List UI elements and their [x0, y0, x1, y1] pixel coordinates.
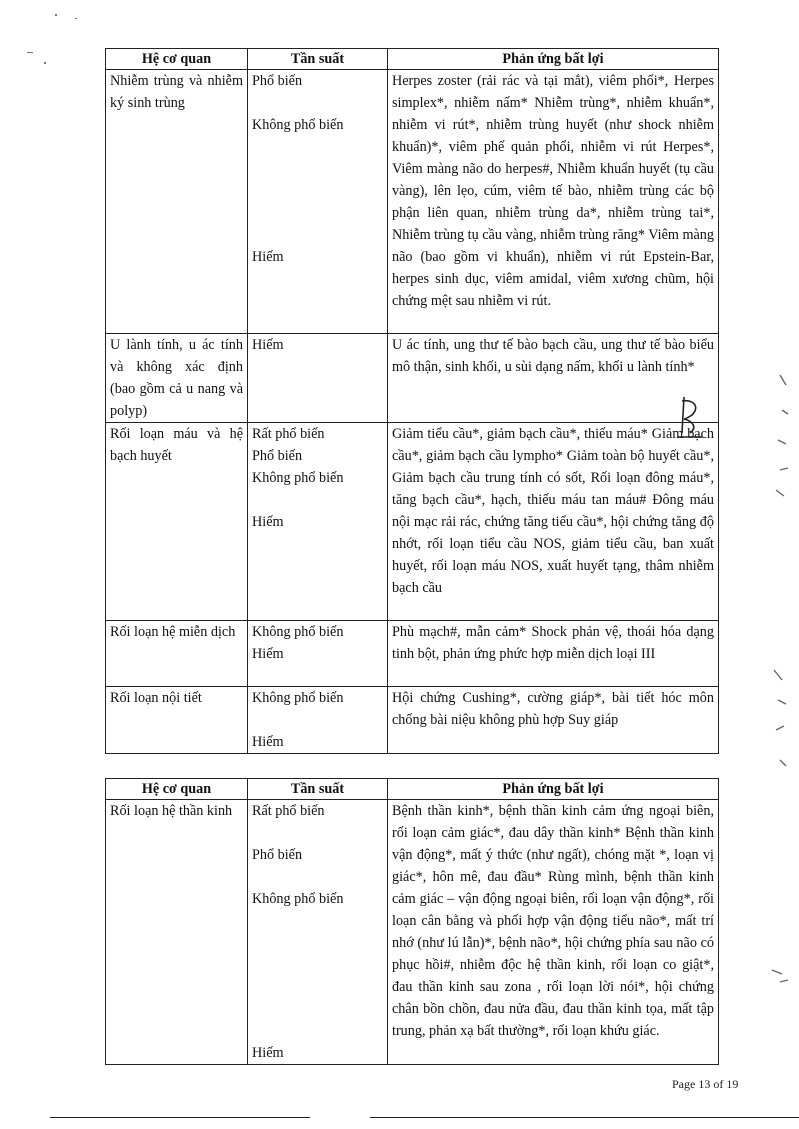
table-header-row: [106, 779, 719, 800]
spacer: [252, 822, 383, 844]
header-organ-system: Hệ cơ quan: [106, 779, 248, 800]
adverse-reactions-table-2: [105, 778, 719, 1065]
frequency-label: Không phổ biến: [252, 624, 344, 640]
header-organ-system: Hệ cơ quan: [106, 49, 248, 70]
spacer: [252, 1020, 383, 1042]
page-number: Page 13 of 19: [672, 1077, 739, 1091]
frequency-label: Hiếm: [252, 1045, 284, 1061]
header-frequency: Tần suất: [248, 779, 388, 800]
table-header-row: [106, 49, 719, 70]
spacer: [252, 136, 383, 158]
header-adverse-reaction: Phản ứng bất lợi: [388, 779, 719, 800]
organ-system-cell: U lành tính, u ác tính và không xác định (bao gồm cả u nang và polyp): [106, 334, 248, 423]
bottom-rule: [370, 1117, 799, 1118]
handwritten-initial-mark: [670, 393, 710, 443]
table-row: [106, 334, 719, 423]
frequency-label: Không phổ biến: [252, 470, 344, 486]
spacer: [252, 998, 383, 1020]
frequency-label: Hiếm: [252, 734, 284, 750]
frequency-label: Hiếm: [252, 337, 284, 353]
adverse-reaction-cell: U ác tính, ung thư tế bào bạch cầu, ung thư tế bào biểu mô thận, sinh khối, u sùi dạng nấm, khối u lành tính*: [388, 334, 719, 423]
frequency-cell: [248, 687, 388, 754]
table-row: [106, 800, 719, 1065]
organ-system-cell: Rối loạn máu và hệ bạch huyết: [106, 423, 248, 621]
organ-system-cell: Rối loạn hệ thần kinh: [106, 800, 248, 1065]
spacer: [252, 158, 383, 180]
spacer: [252, 180, 383, 202]
spacer: [252, 709, 383, 731]
table-row: [106, 687, 719, 754]
frequency-cell: [248, 334, 388, 423]
scan-speck: [44, 62, 46, 64]
adverse-reaction-cell: Bệnh thần kinh*, bệnh thần kinh cảm ứng ngoại biên, rối loạn cảm giác*, đau dây thần kinh* Bệnh thần kinh vận động*, mất ý thức (như ngất), chóng mặt *, loạn vị giác*, hôn mê, đau đầu* Rùng mình, bệnh thần kinh cảm giác – vận động ngoại biên, rối loạn vận động*, rối loạn cân bằng và phối hợp vận động tiểu não*, mất trí nhớ (như lú lẫn)*, bệnh não*, hội chứng phía sau não có phục hồi#, nhiễm độc hệ thần kinh, rối loạn co giật*, đau thần kinh sau zona , rối loạn lời nói*, hội chứng chân bồn chồn, đau nửa đầu, đau thần kinh tọa, mất tập trung, phản xạ bất thường*, rối loạn khứu giác.: [388, 800, 719, 1065]
frequency-label: Không phổ biến: [252, 117, 344, 133]
adverse-reaction-cell: Herpes zoster (rải rác và tại mắt), viêm phổi*, Herpes simplex*, nhiễm nấm* Nhiễm trùng*, nhiễm khuẩn*, nhiễm vi rút*, nhiễm trùng huyết (như shock nhiễm khuẩn)*, viêm phế quản phổi, nhiễm vi rút Herpes*, Viêm màng não do herpes#, Nhiễm khuẩn huyết (tụ cầu vàng), lên lẹo, cúm, viêm tế bào, nhiễm trùng các bộ phận liên quan, nhiễm trùng da*, nhiễm trùng tai*, Nhiễm trùng tụ cầu vàng, nhiễm trùng răng* Viêm màng não (bao gồm vi khuẩn), nhiễm vi rút Epstein-Bar, herpes sinh dục, viêm amidal, viêm xương chũm, hội chứng mệt sau nhiễm vi rút.: [388, 70, 719, 334]
frequency-cell: [248, 621, 388, 687]
adverse-reaction-cell: Phù mạch#, mẫn cảm* Shock phản vệ, thoái hóa dạng tinh bột, phản ứng phức hợp miễn dịch loại III: [388, 621, 719, 687]
frequency-label: Hiếm: [252, 514, 284, 530]
frequency-label: Phổ biến: [252, 448, 303, 464]
frequency-label: Rất phổ biến: [252, 426, 325, 442]
organ-system-cell: Nhiễm trùng và nhiễm ký sinh trùng: [106, 70, 248, 334]
frequency-label: [252, 92, 383, 114]
spacer: [252, 489, 383, 511]
spacer: [252, 866, 383, 888]
frequency-label: Hiếm: [252, 646, 284, 662]
frequency-label: Rất phổ biến: [252, 803, 325, 819]
spacer: [252, 976, 383, 998]
scan-speck: [75, 18, 77, 19]
frequency-cell: [248, 800, 388, 1065]
table-row: [106, 70, 719, 334]
frequency-cell: [248, 423, 388, 621]
header-frequency: Tần suất: [248, 49, 388, 70]
frequency-label: Phổ biến: [252, 847, 303, 863]
table-row: [106, 621, 719, 687]
scan-speck: [27, 52, 33, 53]
adverse-reaction-cell: Giảm tiểu cầu*, giảm bạch cầu*, thiếu máu* Giảm bạch cầu*, giảm bạch cầu lympho* Giảm toàn bộ huyết cầu*, Giảm bạch cầu trung tính có sốt, Rối loạn đông máu*, tăng bạch cầu*, hạch, thiếu máu tan máu# Đông máu nội mạc rải rác, chứng tăng tiểu cầu*, hội chứng tăng độ nhớt, rối loạn tiểu cầu NOS, giảm tiểu cầu, ban xuất huyết, rối loạn máu NOS, xuất huyết tạng, thâm nhiễm bạch cầu: [388, 423, 719, 621]
adverse-reaction-cell: Hội chứng Cushing*, cường giáp*, bài tiết hóc môn chống bài niệu không phù hợp Suy giáp: [388, 687, 719, 754]
organ-system-cell: Rối loạn nội tiết: [106, 687, 248, 754]
frequency-label: Không phổ biến: [252, 891, 344, 907]
frequency-cell: [248, 70, 388, 334]
scan-speck: [55, 14, 57, 16]
spacer: [252, 224, 383, 246]
frequency-label: Hiếm: [252, 249, 284, 265]
spacer: [252, 932, 383, 954]
spacer: [252, 202, 383, 224]
frequency-label: Không phổ biến: [252, 690, 344, 706]
bottom-rule: [50, 1117, 310, 1118]
organ-system-cell: Rối loạn hệ miễn dịch: [106, 621, 248, 687]
header-adverse-reaction: Phản ứng bất lợi: [388, 49, 719, 70]
table-row: [106, 423, 719, 621]
frequency-label: Phổ biến: [252, 73, 303, 89]
spacer: [252, 910, 383, 932]
spacer: [252, 954, 383, 976]
adverse-reactions-table-1: [105, 48, 719, 754]
margin-scan-marks: [760, 370, 796, 990]
